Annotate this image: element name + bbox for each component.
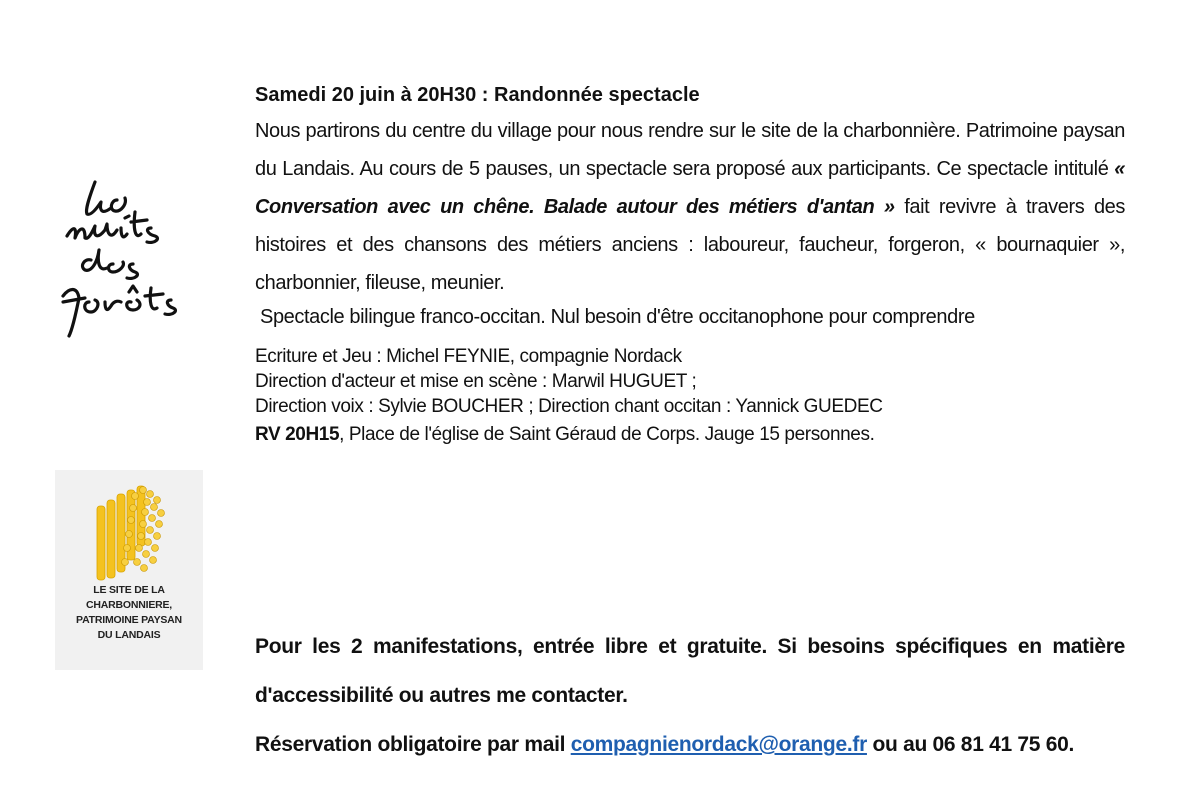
credit-line: Direction d'acteur et mise en scène : Marwil HUGUET ; xyxy=(255,371,697,392)
credits xyxy=(255,344,1125,419)
caption-line: PATRIMOINE PAYSAN xyxy=(76,614,182,626)
reservation-line xyxy=(255,720,1125,769)
event-paragraph xyxy=(255,112,1125,302)
event-description xyxy=(255,80,1125,449)
rendezvous-time: RV 20H15 xyxy=(255,424,340,445)
credit-line: Direction voix : Sylvie BOUCHER ; Direction chant occitan : Yannick GUEDEC xyxy=(255,396,883,417)
footer-info xyxy=(255,622,1125,769)
les-nuits-des-forets-logo xyxy=(55,178,205,338)
paragraph-intro: Nous partirons du centre du village pour nous rendre sur le site de la charbonnière. Patrimoine paysan du Landais. Au cours de 5 pauses, un spectacle sera proposé aux participants. Ce spectacle intitulé xyxy=(255,120,1125,180)
paragraph-outro: fait revivre à travers des histoires et des chansons des métiers anciens : laboureur, faucheur, forgeron, « bournaquier », charbonnier, fileuse, meunier. xyxy=(255,196,1125,294)
caption-line: LE SITE DE LA xyxy=(93,584,165,596)
show-title-quote: « Conversation avec un chêne. Balade autour des métiers d'antan » xyxy=(255,158,1125,218)
charbonniere-logo xyxy=(55,470,203,670)
bilingual-note: Spectacle bilingue franco-occitan. Nul besoin d'être occitanophone pour comprendre xyxy=(260,306,975,328)
credit-line: Ecriture et Jeu : Michel FEYNIE, compagnie Nordack xyxy=(255,346,682,367)
charbonniere-caption xyxy=(55,583,203,643)
caption-line: DU LANDAIS xyxy=(97,629,161,641)
reservation-suffix: ou au 06 81 41 75 60. xyxy=(866,733,1074,756)
rendezvous-place: , Place de l'église de Saint Géraud de Corps. Jauge 15 personnes. xyxy=(339,424,875,445)
rendezvous xyxy=(255,421,1125,449)
event-title: Samedi 20 juin à 20H30 : Randonnée spectacle xyxy=(255,84,700,106)
email-link[interactable]: compagnienordack@orange.fr xyxy=(570,733,867,756)
charbonniere-wood-pile-icon xyxy=(83,476,179,588)
free-entry-note: Pour les 2 manifestations, entrée libre et gratuite. Si besoins spécifiques en matière d'accessibilité ou autres me contacter. xyxy=(255,635,1125,707)
caption-line: CHARBONNIERE, xyxy=(85,599,173,611)
nuits-des-forets-logo-icon xyxy=(55,178,205,338)
reservation-prefix: Réservation obligatoire par mail xyxy=(255,733,571,756)
